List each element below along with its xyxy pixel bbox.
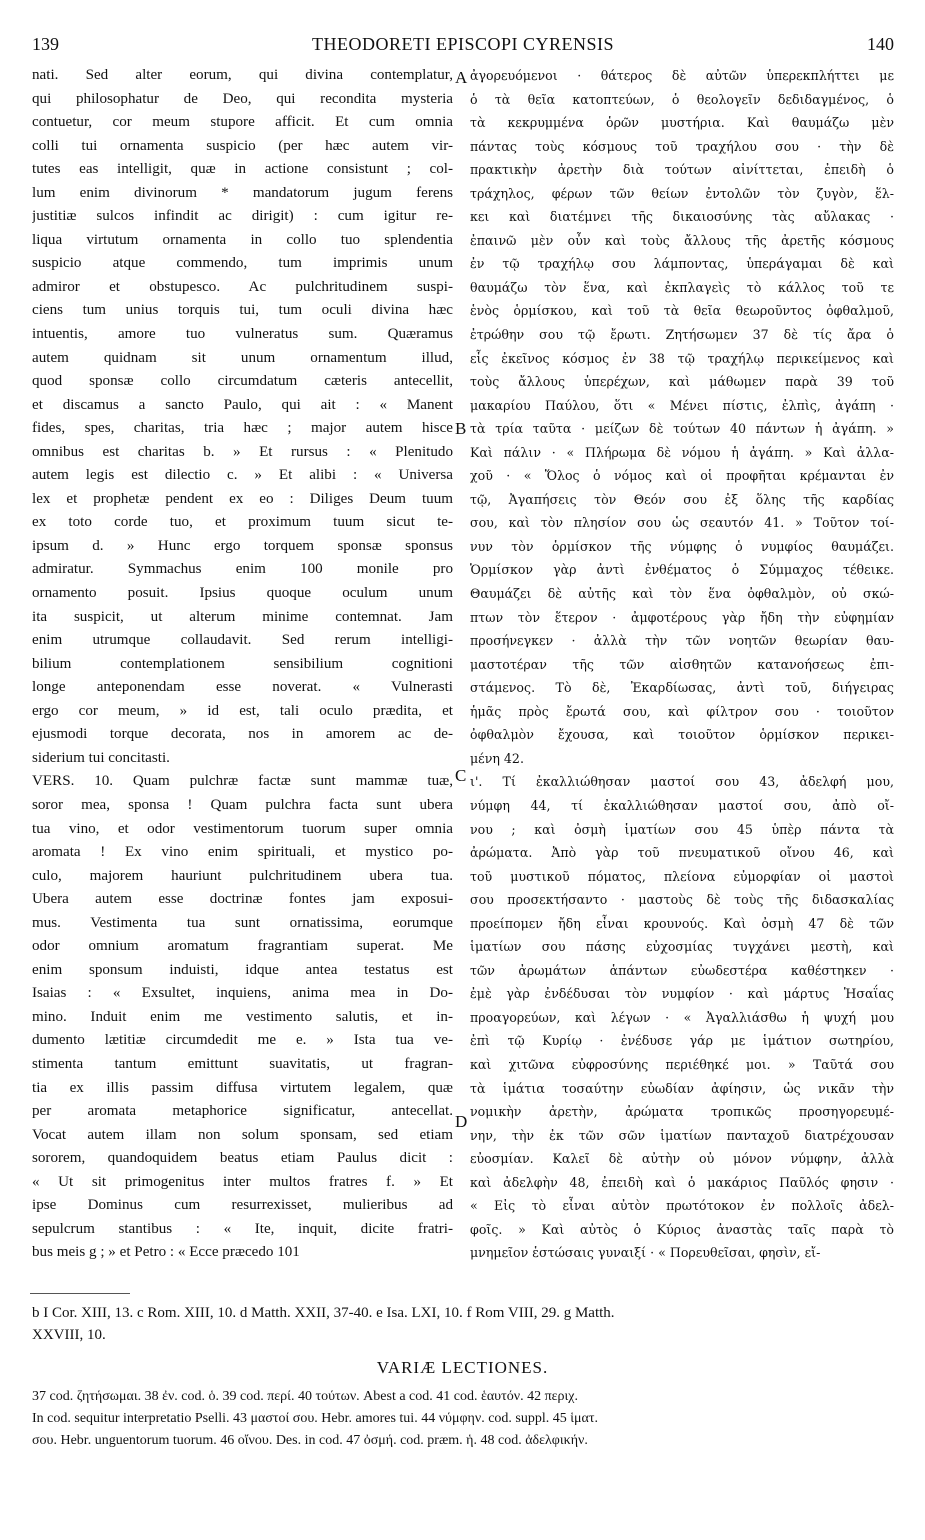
greek-text-line: πάντας τοὺς κόσμους τοῦ τραχήλου σου · τὴν δὲ (470, 138, 894, 154)
greek-text-line: ἐμὲ γὰρ ἐνδέδυσαι τὸν νυμφίον · καὶ μάρτυς Ἡσαΐας (470, 986, 894, 1002)
latin-text-line: Ubera autem esse doctrinæ fontes jam exposui- (32, 891, 453, 908)
greek-text-line: κει καὶ διατέμνει τῆς δικαιοσύνης τὰς αὔλακας · (470, 209, 894, 225)
greek-text-line: Θαυμάζει δὲ αὐτῆς καὶ τὸν ἕνα ὀφθαλμὸν, οὐ σκώ- (470, 586, 894, 602)
greek-text-line: φοῖς. » Καὶ αὐτὸς ὁ Κύριος ἀναστὰς ταῖς παρὰ τὸ (470, 1221, 894, 1237)
latin-text-line: tua vino, et odor vestimentorum tuorum super omnia (32, 820, 453, 837)
latin-text-line: ergo cor meum, » id est, tali oculo prædita, et (32, 702, 453, 719)
section-marker-c: C (455, 766, 467, 785)
latin-text-line: odor omnium aromatum fragrantiam superat. Me (32, 938, 453, 955)
greek-text-line: τὰ ἱμάτια τοσαύτην εὐωδίαν ἀφίησιν, ὡς νικᾶν τὴν (470, 1080, 894, 1096)
latin-text-line: bilium contemplationem sensibilium cognitioni (32, 655, 453, 672)
latin-column (32, 64, 453, 1265)
latin-text-line: qui philosophatur de Deo, qui recondita mysteria (32, 90, 453, 107)
greek-text-line: τοῦ μυστικοῦ πόματος, πλείονα εὐμορφίαν οἱ μαστοὶ (470, 868, 894, 884)
section-marker-a: A (455, 68, 468, 87)
greek-text-line: τῶν ἀρωμάτων ἁπάντων εὐωδεστέρα καθέστηκεν · (470, 962, 894, 978)
greek-text-line: μαστοτέραν τῆς τῶν αἰσθητῶν κατανοήσεως ἐπι- (470, 656, 894, 672)
latin-text-line: intuentis, amore tuo vulneratus sum. Quæramus (32, 326, 453, 343)
variant-line: 37 cod. ζητήσωμαι. 38 ἐν. cod. ὁ. 39 cod. περί. 40 τούτων. Abest a cod. 41 cod. ἑαυτόν. 42 περιχ. (32, 1389, 578, 1404)
latin-text-line: ipse Dominus cum resurrexisset, mulieribus ad (32, 1197, 453, 1214)
latin-text-line: Isaias : « Exsultet, inquiens, anima mea in Do- (32, 985, 453, 1002)
variant-line: σου. Hebr. unguentorum tuorum. 46 οἴνου. Des. in cod. 47 ὀσμή. cod. præm. ἡ. 48 cod. ἀδελφικήν. (32, 1433, 588, 1448)
latin-text-line: quod sponsæ collo circumdatum cæteris antecellit, (32, 373, 453, 390)
latin-text-line: ejusmodi torque decorata, nos in amorem ac de- (32, 726, 453, 743)
footnote-line: b I Cor. XIII, 13. c Rom. XIII, 10. d Matth. XXII, 37-40. e Isa. LXI, 10. f Rom VIII, 29. g Matth. (32, 1305, 615, 1321)
latin-text-line: culo, majorem hauriunt pulchritudinem ubera tua. (32, 867, 453, 884)
greek-text-line: μένη 42. (470, 750, 524, 766)
greek-text-line: ὁ τὰ θεῖα κατοπτεύων, ὁ θεολογεῖν δεδιδαγμένος, ὁ (470, 91, 894, 107)
greek-text-line: τὰ τρία ταῦτα · μείζων δὲ τούτων 40 πάντων ἡ ἀγάπη. » (470, 421, 894, 437)
latin-text-line: omnibus est charitas b. » Et rursus : « Plenitudo (32, 443, 453, 460)
greek-text-line: πτων τὸν ἕτερον · ἀμφοτέρους γὰρ ἤδη τὴν εὐφημίαν (470, 609, 894, 625)
greek-text-line: ἀγορευόμενοι · θάτερος δὲ αὐτῶν ὑπερεκπλήττει με (470, 68, 894, 83)
page-number-left: 139 (32, 34, 59, 54)
greek-text-line: νομικὴν ἀρετὴν, ἀρώματα τροπικῶς προσηγορευμέ- (470, 1104, 894, 1120)
latin-text-line: admiratur. Symmachus enim 100 monile pro (32, 561, 453, 578)
greek-text-line: μακαρίου Παύλου, ὅτι « Μένει πίστις, ἐλπὶς, ἀγάπη · (470, 397, 894, 413)
latin-text-line: colli tui ornamenta suspicio (per hæc autem vir- (32, 137, 453, 154)
greek-text-line: ἱματίων σου πάσης εὐχοσμίας τυγχάνει μεστὴ, καὶ (470, 939, 894, 955)
latin-text-line: tia ex illis passim diffusa virtutem legalem, quæ (32, 1079, 453, 1096)
greek-text-line: ὀφθαλμὸν ἔχουσα, καὶ τοιοῦτον ὁρμίσκον περικει- (470, 727, 894, 743)
latin-text-line: enim sponsum induisti, idque antea testatus est (32, 961, 453, 978)
greek-text-line: καὶ ἀδελφὴν 48, ἐπειδὴ καὶ ὁ μακάριος Παῦλός φησιν · (470, 1174, 894, 1190)
footnote-rule (30, 1293, 130, 1294)
latin-text-line: liqua virtutum ornamenta in collo tuo splendentia (32, 231, 453, 248)
latin-text-line: mus. Vestimenta tua sunt ornatissima, eorumque (32, 914, 453, 931)
greek-text-line: ἐτρώθην σου τῷ ἔρωτι. Ζητήσωμεν 37 δὲ τίς ἄρα ὁ (470, 327, 894, 343)
latin-text-line: ipsum d. » Hunc ergo torquem sponsæ sponsus (32, 537, 453, 554)
variae-lectiones (32, 1386, 894, 1452)
greek-text-line: τοὺς ἄλλους ὑπερέχων, καὶ μάθωμεν παρὰ 39 τοῦ (470, 374, 894, 390)
greek-text-line: ἀρώματα. Ἀπὸ γὰρ τοῦ πνευματικοῦ οἴνου 46, καὶ (470, 845, 894, 861)
latin-text-line: aromata ! Ex vino enim spirituali, et mystico po- (32, 844, 453, 861)
latin-text-line: nati. Sed alter eorum, qui divina contemplatur, (32, 67, 453, 83)
variae-lectiones-title: VARIÆ LECTIONES. (376, 1358, 549, 1377)
latin-text-line: ornamento posuit. Ipsius quoque oculum unum (32, 585, 453, 602)
greek-text-line: ἑνὸς ὁρμίσκου, καὶ τοῦ τὰ θεῖα θεωροῦντος ὀφθαλμοῦ, (470, 303, 894, 319)
latin-text-line: fides, spes, charitas, tria hæc ; major autem hisce (32, 420, 453, 437)
latin-text-line: et discamus a sancto Paulo, qui ait : « Manent (32, 396, 453, 413)
latin-text-line: mino. Induit enim me vestimento salutis, et in- (32, 1008, 453, 1025)
latin-text-line: Vocat autem illam non solum sponsam, sed etiam (32, 1126, 453, 1143)
running-title: THEODORETI EPISCOPI CYRENSIS (311, 34, 615, 54)
latin-text-line: autem quidnam sit unum ornamentum illud, (32, 349, 453, 366)
latin-text-line: admiror et obstupesco. Ac pulchritudinem suspi- (32, 278, 453, 295)
greek-text-line: σου, καὶ τὸν πλησίον σου ὡς σεαυτόν 41. » Τοῦτον τοί- (470, 515, 894, 531)
latin-text-line: tutes eas intelligit, quæ in actione consistunt ; col- (32, 161, 453, 178)
latin-text-line: per aromata metaphorice significatur, antecellat. (32, 1103, 453, 1120)
latin-text-line: VERS. 10. Quam pulchræ factæ sunt mammæ tuæ, (32, 773, 453, 790)
greek-text-line: « Εἰς τὸ εἶναι αὐτὸν πρωτότοκον ἐν πολλοῖς ἀδελ- (470, 1198, 894, 1214)
latin-text-line: ciens tum unius torquis tui, tum oculi divina hæc (32, 302, 453, 319)
greek-text-line: τῷ, Ἀγαπήσεις τὸν Θεόν σου ἐξ ὅλης τῆς καρδίας (470, 491, 894, 507)
latin-text-line: dumento lætitiæ circumdedit me e. » Ista tua ve- (32, 1032, 453, 1049)
greek-column (470, 64, 894, 1265)
latin-text-line: justitiæ sulcos infindit ac dirigit) : cum igitur re- (32, 208, 453, 225)
latin-text-line: lum enim divinorum * mandatorum jugum ferens (32, 184, 453, 201)
page-header (32, 34, 894, 60)
latin-text-line: siderium tui concitasti. (32, 749, 170, 766)
greek-text-line: νην, τὴν ἐκ τῶν σῶν ἱματίων πανταχοῦ διατρέχουσαν (470, 1127, 894, 1143)
greek-text-line: εὐοσμίαν. Καλεῖ δὲ αὐτὴν οὐ μόνον νύμφην, ἀλλὰ (470, 1151, 894, 1167)
latin-text-line: sepulcrum stantibus : « Ite, inquit, dicite fratri- (32, 1220, 453, 1237)
greek-text-line: ι'. Τί ἐκαλλιώθησαν μαστοί σου 43, ἀδελφή μου, (470, 774, 894, 790)
latin-text-line: longe anteponendam esse noverat. « Vulnerasti (32, 679, 453, 696)
greek-text-line: προσήνεγκεν · ἀλλὰ τὴν τῶν νοητῶν θεωρίαν θαυ- (470, 633, 894, 649)
section-marker-d: D (455, 1112, 468, 1131)
greek-text-line: εἷς ἐκεῖνος κόσμος ἐν 38 τῷ τραχήλῳ περικείμενος καὶ (470, 350, 894, 366)
section-marker-b: B (455, 419, 467, 438)
greek-text-line: ἐν τῷ τραχήλῳ σου λάμποντας, ὑπεράγαμαι δὲ καὶ (470, 256, 894, 272)
greek-text-line: χοῦ · « Ὅλος ὁ νόμος καὶ οἱ προφῆται κρέμανται ἐν (470, 468, 894, 484)
latin-text-line: ita suspicit, ut alterum minime contemnat. Jam (32, 608, 453, 625)
latin-text-line: stimenta tantum emittunt suavitatis, ut fragran- (32, 1055, 453, 1072)
latin-text-line: ex toto corde tuo, et proximum tuum sicut te- (32, 514, 453, 531)
greek-text-line: τράχηλος, φέρων τῶν θείων ἐντολῶν τὸν ζυγὸν, ἕλ- (470, 185, 894, 201)
greek-text-line: καὶ χιτῶνα εὐφροσύνης περιέθηκέ μοι. » Ταῦτά σου (470, 1056, 894, 1072)
greek-text-line: θαυμάζω τὸν ἕνα, καὶ ἐκπλαγεὶς τὸ κάλλος τοῦ τε (470, 279, 894, 295)
greek-text-line: νου ; καὶ ὀσμὴ ἱματίων σου 45 ὑπὲρ πάντα τὰ (470, 821, 894, 837)
greek-text-line: νύμφη 44, τί ἐκαλλιώθησαν μαστοί σου, ἀπὸ οἴ- (470, 797, 894, 813)
greek-text-line: στάμενος. Τὸ δὲ, Ἐκαρδίωσας, ἀντὶ τοῦ, διήγειρας (470, 680, 894, 696)
greek-text-line: Ὁρμίσκον γὰρ ἀντὶ ἐνθέματος ὁ Σύμμαχος τέθεικε. (470, 562, 894, 578)
variant-line: In cod. sequitur interpretatio Pselli. 43 μαστοί σου. Hebr. amores tui. 44 νύμφην. cod. suppl. 45 ἱματ. (32, 1411, 598, 1426)
latin-text-line: suspicio atque commendo, tum imprimis unum (32, 255, 453, 272)
greek-text-line: Καὶ πάλιν · « Πλήρωμα δὲ νόμου ἡ ἀγάπη. » Καὶ ἀλλα- (470, 444, 894, 460)
footnotes (32, 1302, 894, 1346)
latin-text-line: enim utrumque collaudavit. Sed rerum intelligi- (32, 632, 453, 649)
latin-text-line: bus meis g ; » et Petro : « Ecce præcedo 101 (32, 1244, 300, 1261)
page-number-right: 140 (867, 34, 894, 54)
latin-text-line: contuetur, cor meum stupore afficit. Et cum omnia (32, 114, 453, 131)
greek-text-line: προαγορεύων, καὶ λέγων · « Ἀγαλλιάσθω ἡ ψυχή μου (470, 1009, 894, 1025)
latin-text-line: soror mea, sponsa ! Quam pulchra facta sunt ubera (32, 796, 453, 813)
greek-text-line: σου προσεκτήσαντο · μαστοὺς δὲ τοὺς τῆς διδασκαλίας (470, 892, 894, 908)
greek-text-line: νυν τὸν ὁρμίσκον τῆς νύμφης ὁ νυμφίος θαυμάζει. (470, 538, 894, 554)
greek-text-line: τὰ κεκρυμμένα ὁρῶν μυστήρια. Καὶ θαυμάζω μὲν (470, 115, 894, 131)
latin-text-line: « Ut sit primogenitus inter multos fratres f. » Et (32, 1173, 453, 1190)
latin-text-line: autem legis est dilectio c. » Et alibi : « Universa (32, 467, 453, 484)
greek-text-line: πρακτικὴν ἀρετὴν διὰ τούτων αἰνίττεται, ἐπειδὴ ὁ (470, 162, 894, 178)
greek-text-line: ἐπαινῶ μὲν οὖν καὶ τοὺς ἄλλους τῆς ἀρετῆς κόσμους (470, 232, 894, 248)
greek-text-line: ἐπὶ τῷ Κυρίῳ · ἐνέδυσε γάρ με ἱμάτιον σωτηρίου, (470, 1033, 894, 1049)
greek-text-line: ἡμᾶς πρὸς ἔρωτά σου, καὶ φίλτρον σου · τοιοῦτον (470, 703, 894, 719)
latin-text-line: sororem, quandoquidem beatus etiam Paulus dicit : (32, 1150, 453, 1167)
greek-text-line: προείπομεν ἤδη εἶναι κρουνούς. Καὶ ὀσμὴ 47 δὲ τῶν (470, 915, 894, 931)
latin-text-line: lex et prophetæ pendent ex eo : Diliges Deum tuum (32, 490, 453, 507)
greek-text-line: μνημεῖον ἑστώσαις γυναιξί · « Πορευθεῖσαι, φησὶν, εἴ- (470, 1245, 821, 1261)
footnote-line: XXVIII, 10. (32, 1327, 106, 1343)
